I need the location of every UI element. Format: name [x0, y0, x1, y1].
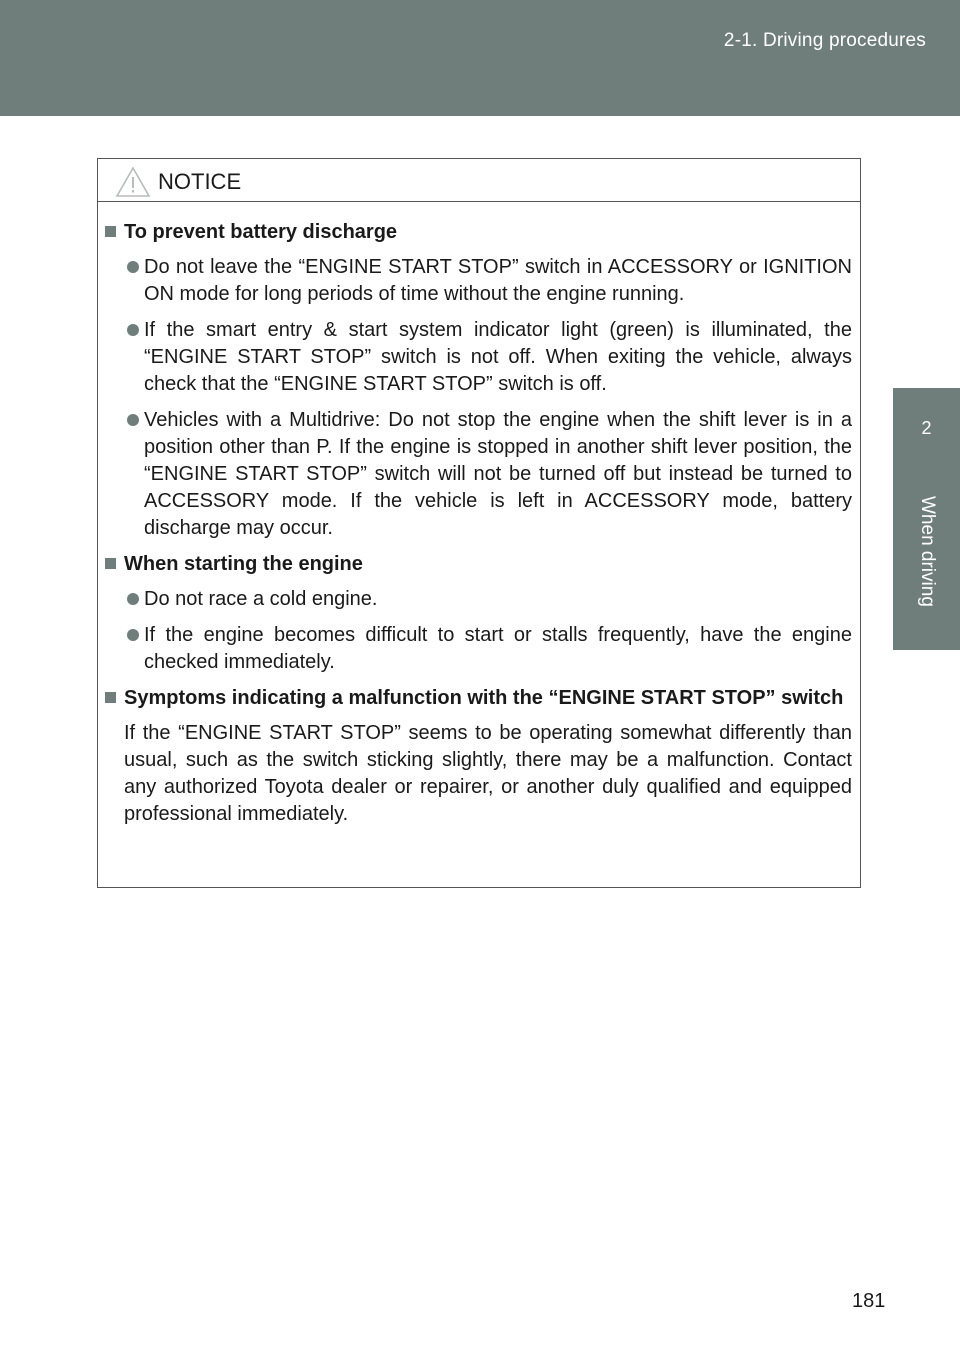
- round-bullet-icon: [127, 414, 139, 426]
- chapter-number: 2: [921, 418, 932, 438]
- round-bullet-icon: [127, 324, 139, 336]
- notice-content: [98, 219, 860, 836]
- square-bullet-icon: [105, 692, 116, 703]
- section-heading: When starting the engine: [98, 551, 860, 578]
- round-bullet-icon: [127, 629, 139, 641]
- list-item: Do not race a cold engine.: [98, 586, 860, 613]
- section-title: 2-1. Driving procedures: [723, 30, 926, 51]
- list-item: If the smart entry & start system indicator light (green) is illuminated, the “ENGINE START STOP” switch is not off. When exiting the vehicle, always check that the “ENGINE START STOP” switch is off.: [98, 317, 860, 398]
- section-heading: To prevent battery discharge: [98, 219, 860, 246]
- notice-title: NOTICE: [158, 169, 242, 194]
- section-paragraph: If the “ENGINE START STOP” seems to be operating somewhat differently than usual, such as the switch sticking slightly, there may be a malfunction. Contact any authorized Toyota dealer or repairer, or another duly qualified and equipped professional immediately.: [124, 722, 852, 825]
- chapter-label: When driving: [917, 496, 938, 607]
- notice-header: [98, 159, 860, 202]
- list-item: Do not leave the “ENGINE START STOP” switch in ACCESSORY or IGNITION ON mode for long periods of time without the engine running.: [98, 254, 860, 308]
- square-bullet-icon: [105, 226, 116, 237]
- round-bullet-icon: [127, 261, 139, 273]
- list-item: Vehicles with a Multidrive: Do not stop the engine when the shift lever is in a position other than P. If the engine is stopped in another shift lever position, the “ENGINE START STOP” switch will not be turned off but instead be turned to ACCESSORY mode. If the vehicle is left in ACCESSORY mode, battery discharge may occur.: [98, 407, 860, 542]
- page-number: 181: [852, 1290, 886, 1312]
- notice-box: [97, 158, 861, 888]
- warning-triangle-icon: [115, 166, 151, 198]
- round-bullet-icon: [127, 593, 139, 605]
- page-header: [0, 0, 960, 116]
- section-heading: Symptoms indicating a malfunction with the “ENGINE START STOP” switch: [98, 685, 860, 712]
- square-bullet-icon: [105, 558, 116, 569]
- list-item: If the engine becomes difficult to start or stalls frequently, have the engine checked immediately.: [98, 622, 860, 676]
